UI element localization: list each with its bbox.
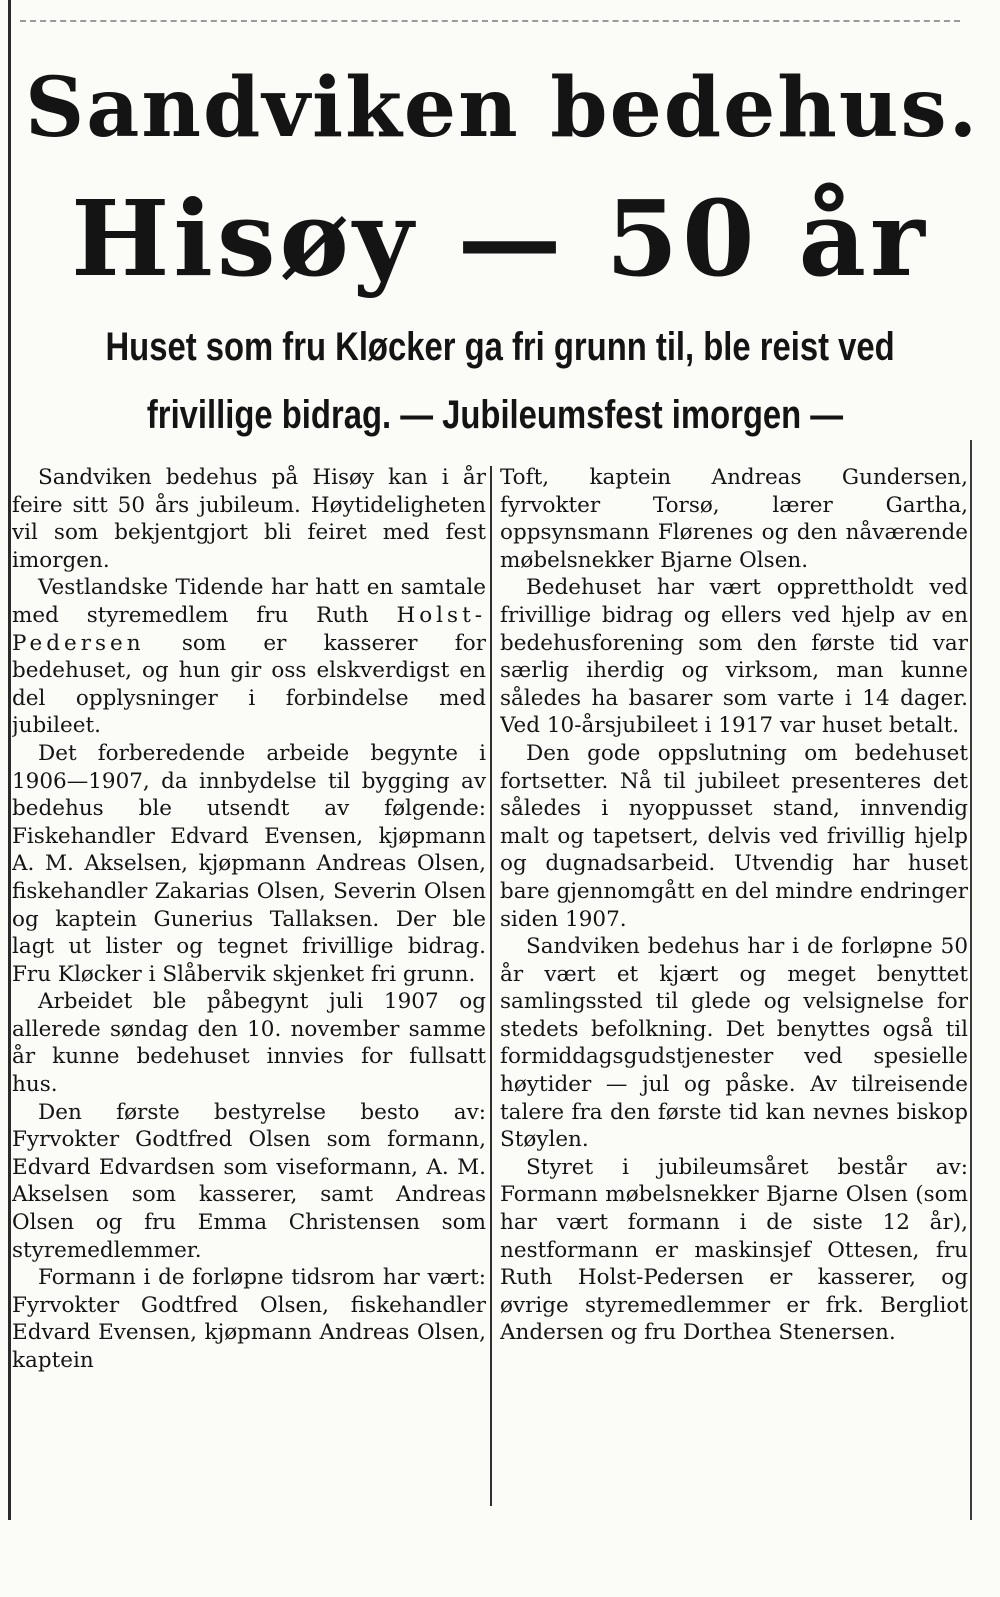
headline-line-1: Sandviken bedehus. bbox=[25, 60, 980, 156]
paragraph-text: Vestlandske Tidende har hatt en samtale med styremedlem fru Ruth bbox=[12, 575, 486, 628]
column-divider bbox=[490, 466, 492, 1506]
paragraph: Styret i jubileumsåret består av: Formann møbelsnekker Bjarne Olsen (som har vært formann i de siste 12 år), nestformann er maskinsjef Ottesen, fru Ruth Holst-Pedersen er kasserer, og øvrige styremedlemmer er frk. Bergliot Andersen og fru Dorthea Stenersen. bbox=[500, 1154, 968, 1346]
article-left-column bbox=[12, 464, 486, 1514]
subheadline-line-1: Huset som fru Kløcker ga fri grunn til, ble reist ved bbox=[105, 325, 895, 369]
headline-line-2: Hisøy — 50 år bbox=[71, 177, 929, 300]
paragraph: Den gode oppslutning om bedehuset fortsetter. Nå til jubileet presenteres det således i nyoppusset stand, innvendig malt og tapetsert, delvis ved frivillig hjelp og dugnadsarbeid. Utvendig har huset bare gjennomgått en del mindre endringer siden 1907. bbox=[500, 740, 968, 932]
paragraph bbox=[12, 574, 486, 740]
paragraph: Formann i de forløpne tidsrom har vært: Fyrvokter Godtfred Olsen, fiskehandler Edvard Evensen, kjøpmann Andreas Olsen, kaptein bbox=[12, 1265, 486, 1373]
right-border-rule bbox=[970, 440, 972, 1520]
article-right-column bbox=[500, 464, 968, 1514]
subheadline-line-2: frivillige bidrag. — Jubileumsfest imorgen — bbox=[146, 393, 844, 437]
paragraph: Toft, kaptein Andreas Gundersen, fyrvokter Torsø, lærer Gartha, oppsynsmann Flørenes og den nåværende møbelsnekker Bjarne Olsen. bbox=[500, 465, 968, 573]
paragraph-text: som er kasserer for bedehuset, og hun gir oss elskverdigst en del opplysninger i forbindelse med jubileet. bbox=[12, 630, 486, 739]
top-border-rule bbox=[20, 20, 960, 22]
left-border-rule bbox=[8, 0, 11, 1520]
paragraph: Sandviken bedehus har i de forløpne 50 år vært et kjært og meget benyttet samlingssted til glede og velsignelse for stedets befolkning. Det benyttes også til formiddagsgudstjenester ved spesielle høytider — jul og påske. Av tilreisende talere fra den første tid kan nevnes biskop Støylen. bbox=[500, 934, 968, 1153]
person-name: Holst-Pedersen bbox=[12, 602, 486, 656]
paragraph: Arbeidet ble påbegynt juli 1907 og allerede søndag den 10. november samme år kunne bedehuset innvies for fullsatt hus. bbox=[12, 989, 486, 1098]
paragraph: Det forberedende arbeide begynte i 1906—1907, da innbydelse til bygging av bedehus ble utsendt av følgende: Fiskehandler Edvard Evensen, kjøpmann A. M. Akselsen, kjøpmann Andreas Olsen, fiskehandler Zakarias Olsen, Severin Olsen og kaptein Gunerius Tallaksen. Der ble lagt ut lister og tegnet frivillige bidrag. Fru Kløcker i Slåbervik skjenket fri grunn. bbox=[12, 740, 486, 987]
paragraph: Bedehuset har vært opprettholdt ved frivillige bidrag og ellers ved hjelp av en bedehusforening som den første tid var særlig iherdig og virksom, man kunne således ha basarer som varte i 14 dager. Ved 10-årsjubileet i 1917 var huset betalt. bbox=[500, 575, 968, 739]
paragraph: Den første bestyrelse besto av: Fyrvokter Godtfred Olsen som formann, Edvard Edvardsen som viseformann, A. M. Akselsen som kasserer, samt Andreas Olsen og fru Emma Christensen som styremedlemmer. bbox=[12, 1099, 486, 1263]
paragraph: Sandviken bedehus på Hisøy kan i år feire sitt 50 års jubileum. Høytideligheten vil som bekjentgjort bli feiret med fest imorgen. bbox=[12, 465, 486, 573]
